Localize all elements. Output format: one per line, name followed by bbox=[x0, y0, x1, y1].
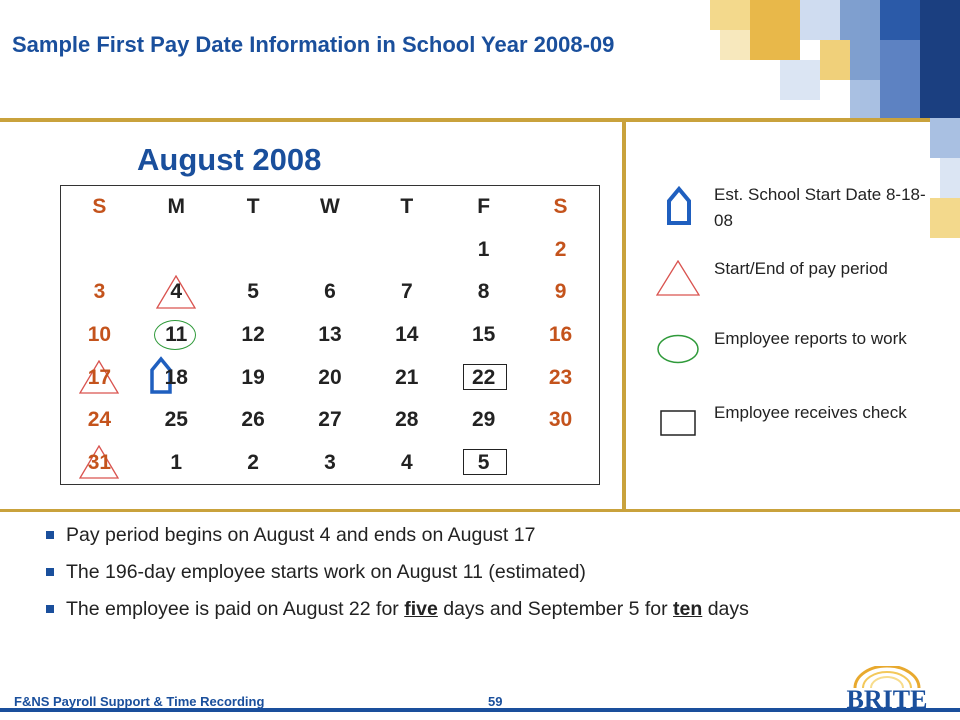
calendar-grid bbox=[60, 185, 600, 485]
day-cell: 1 bbox=[477, 237, 490, 261]
brite-logo bbox=[825, 666, 950, 714]
page-number: 59 bbox=[488, 694, 503, 709]
day-cell: 11 bbox=[138, 314, 215, 357]
day-cell: 18 bbox=[138, 356, 215, 399]
weekday-header: W bbox=[320, 195, 340, 219]
day-cell bbox=[138, 229, 215, 272]
day-cell: 15 bbox=[471, 322, 496, 346]
calendar-week-row bbox=[61, 441, 600, 484]
day-cell: 7 bbox=[400, 280, 413, 304]
bullet-pay-period: Pay period begins on August 4 and ends on August 17 bbox=[44, 522, 924, 548]
legend-school-start: Est. School Start Date 8-18-08 bbox=[714, 185, 926, 230]
day-cell: 2 bbox=[247, 450, 259, 474]
legend-pay-period: Start/End of pay period bbox=[714, 259, 888, 278]
divider-vertical bbox=[622, 120, 626, 512]
day-cell: 24 bbox=[87, 408, 112, 432]
decorative-mosaic bbox=[620, 0, 960, 118]
day-cell: 4 bbox=[138, 271, 215, 314]
day-cell: 25 bbox=[164, 408, 188, 432]
triangle-icon bbox=[656, 260, 700, 296]
day-cell: 30 bbox=[548, 408, 573, 432]
day-cell bbox=[292, 229, 369, 272]
day-cell: 19 bbox=[241, 365, 265, 389]
circle-icon bbox=[657, 334, 699, 364]
bullet-list bbox=[44, 522, 924, 633]
calendar-week-row bbox=[61, 271, 600, 314]
day-cell bbox=[522, 441, 599, 484]
weekday-header: S bbox=[92, 195, 107, 219]
day-cell: 26 bbox=[241, 408, 265, 432]
day-cell: 9 bbox=[554, 280, 567, 304]
weekday-header: S bbox=[553, 195, 568, 219]
slide-title: Sample First Pay Date Information in School Year 2008-09 bbox=[12, 32, 615, 57]
day-cell: 17 bbox=[61, 356, 138, 399]
calendar-week-row bbox=[61, 229, 600, 272]
weekday-header: T bbox=[246, 195, 260, 219]
weekday-header: F bbox=[477, 195, 491, 219]
footer-text: F&NS Payroll Support & Time Recording bbox=[14, 694, 265, 709]
divider-top bbox=[0, 118, 960, 122]
day-cell: 12 bbox=[241, 322, 265, 346]
day-cell: 8 bbox=[477, 280, 490, 304]
day-cell: 13 bbox=[318, 322, 342, 346]
bullet-paid: The employee is paid on August 22 for five days and September 5 for ten days bbox=[44, 596, 924, 622]
month-title: August 2008 bbox=[137, 142, 322, 177]
divider-middle bbox=[0, 509, 960, 512]
weekday-header: M bbox=[167, 195, 186, 219]
day-cell: 27 bbox=[318, 408, 342, 432]
day-cell: 5 bbox=[247, 280, 259, 304]
bullet-starts-work: The 196-day employee starts work on August 11 (estimated) bbox=[44, 559, 924, 585]
day-cell: 2 bbox=[554, 237, 567, 261]
calendar-week-row bbox=[61, 399, 600, 442]
day-cell: 3 bbox=[93, 280, 106, 304]
day-cell: 4 bbox=[400, 450, 413, 474]
day-cell: 28 bbox=[395, 408, 419, 432]
decorative-side-strip bbox=[930, 118, 960, 238]
day-cell: 23 bbox=[548, 365, 573, 389]
day-cell: 22 bbox=[445, 356, 522, 399]
day-cell: 21 bbox=[395, 365, 419, 389]
calendar-week-row bbox=[61, 356, 600, 399]
calendar-week-row bbox=[61, 314, 600, 357]
day-cell: 16 bbox=[548, 322, 573, 346]
day-cell: 29 bbox=[471, 408, 496, 432]
weekday-header: T bbox=[400, 195, 414, 219]
day-cell: 1 bbox=[170, 450, 183, 474]
box-icon bbox=[660, 410, 696, 436]
svg-text:BRITE: BRITE bbox=[846, 685, 928, 714]
day-cell: 14 bbox=[395, 322, 419, 346]
day-cell: 10 bbox=[87, 322, 112, 346]
house-icon bbox=[664, 186, 694, 226]
legend-receives-check: Employee receives check bbox=[714, 403, 907, 422]
day-cell: 20 bbox=[318, 365, 342, 389]
day-cell: 31 bbox=[61, 441, 138, 484]
day-cell: 3 bbox=[324, 450, 336, 474]
day-cell bbox=[61, 229, 138, 272]
weekday-header-row bbox=[61, 186, 600, 229]
day-cell: 5 bbox=[445, 441, 522, 484]
day-cell bbox=[368, 229, 445, 272]
legend-reports-to-work: Employee reports to work bbox=[714, 329, 907, 348]
day-cell: 6 bbox=[324, 280, 336, 304]
day-cell bbox=[215, 229, 292, 272]
